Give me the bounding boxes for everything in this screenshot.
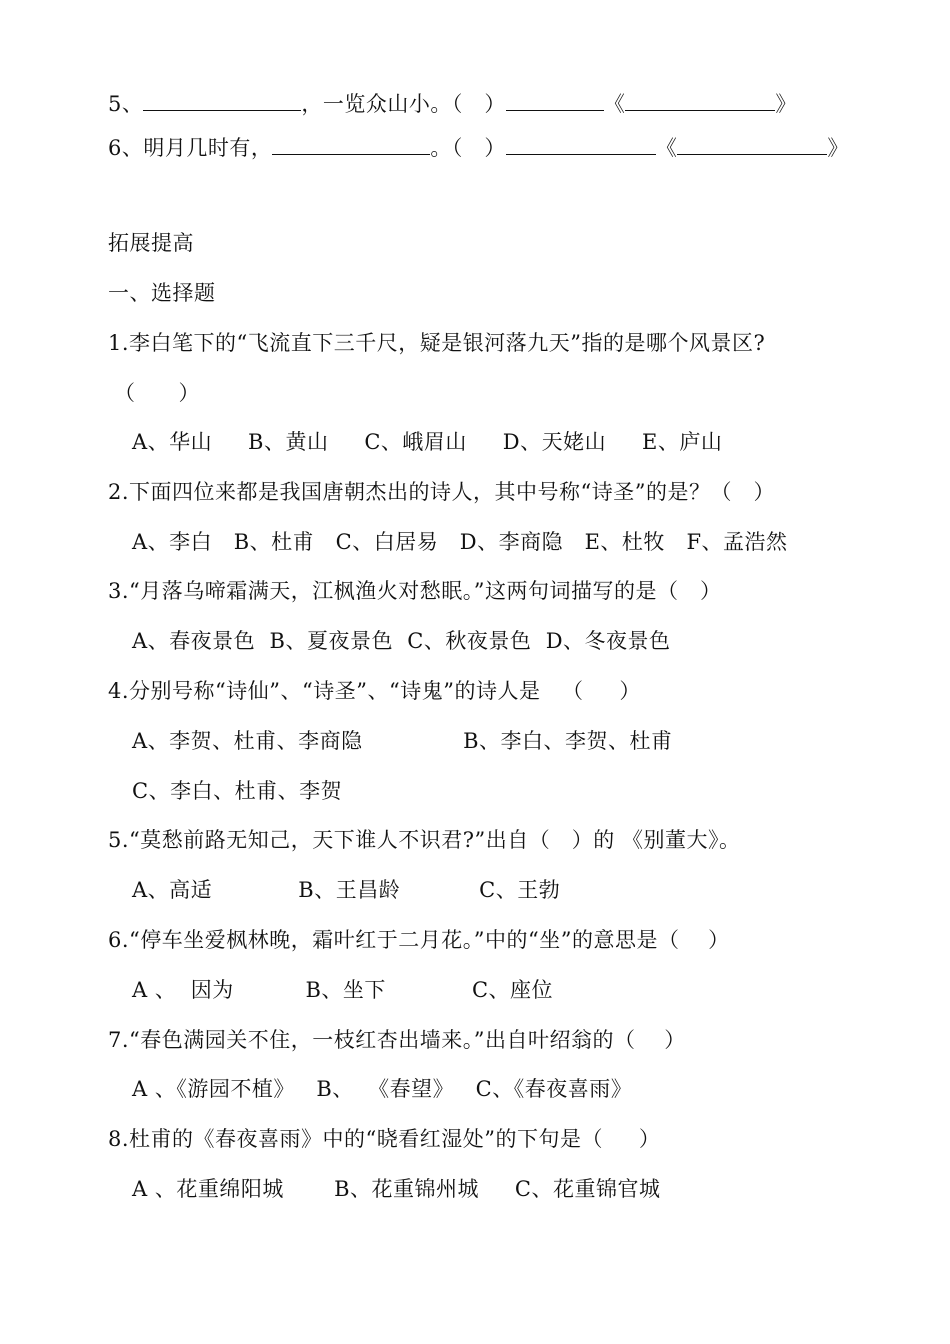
title-close-bracket: 》: [827, 136, 849, 160]
question-6-options: A 、 因为 B、坐下 C、座位: [132, 978, 554, 1002]
question-text: ，一览众山小。（ ）: [301, 92, 506, 116]
title-open-bracket: 《: [603, 92, 626, 116]
question-7: 7.“春色满园关不住，一枝红杏出墙来。”出自叶绍翁的（ ）: [108, 1028, 686, 1052]
question-4-options-2: C、李白、杜甫、李贺: [132, 779, 343, 803]
question-2-options: A、李白 B、杜甫 C、白居易 D、李商隐 E、杜牧 F、孟浩然: [132, 530, 788, 554]
section-title: 拓展提高: [108, 231, 194, 255]
question-1-options: A、华山 B、黄山 C、峨眉山 D、天姥山 E、庐山: [132, 430, 723, 454]
answer-blank[interactable]: [506, 134, 656, 155]
title-close-bracket: 》: [775, 92, 797, 116]
question-5-options: A、高适 B、王昌龄 C、王勃: [132, 878, 561, 902]
question-3-options: A、春夜景色 B、夏夜景色 C、秋夜景色 D、冬夜景色: [132, 629, 671, 653]
title-open-bracket: 《: [655, 136, 678, 160]
answer-blank[interactable]: [143, 90, 301, 111]
question-8-options: A 、花重绵阳城 B、花重锦州城 C、花重锦官城: [132, 1177, 661, 1201]
question-6: 6.“停车坐爱枫林晚，霜叶红于二月花。”中的“坐”的意思是（ ）: [108, 928, 730, 952]
question-number: 5、: [108, 92, 144, 116]
answer-blank[interactable]: [272, 134, 430, 155]
question-5: 5.“莫愁前路无知己，天下谁人不识君?”出自（ ）的 《别董大》。: [108, 828, 741, 852]
fill-in-question-6: [108, 134, 849, 160]
answer-blank[interactable]: [506, 90, 604, 111]
question-2: 2.下面四位来都是我国唐朝杰出的诗人，其中号称“诗圣”的是？（ ）: [108, 480, 776, 504]
question-1: 1.李白笔下的“飞流直下三千尺，疑是银河落九天”指的是哪个风景区?: [108, 331, 766, 355]
question-7-options: A 、《游园不植》 B、 《春望》 C、《春夜喜雨》: [132, 1077, 633, 1101]
question-text: 。（ ）: [430, 136, 506, 160]
question-text: 6、明月几时有，: [108, 136, 273, 160]
question-3: 3.“月落乌啼霜满天，江枫渔火对愁眠。”这两句词描写的是（ ）: [108, 579, 722, 603]
question-4: 4.分别号称“诗仙”、“诗圣”、“诗鬼”的诗人是 （ ）: [108, 679, 641, 703]
fill-in-question-5: [108, 90, 797, 116]
answer-blank[interactable]: [677, 134, 827, 155]
subsection-title: 一、选择题: [108, 281, 216, 305]
answer-paren: （ ）: [114, 381, 201, 405]
question-4-options: A、李贺、杜甫、李商隐 B、李白、李贺、杜甫: [132, 729, 673, 753]
question-8: 8.杜甫的《春夜喜雨》中的“晓看红湿处”的下句是（ ）: [108, 1127, 661, 1151]
answer-blank[interactable]: [625, 90, 775, 111]
